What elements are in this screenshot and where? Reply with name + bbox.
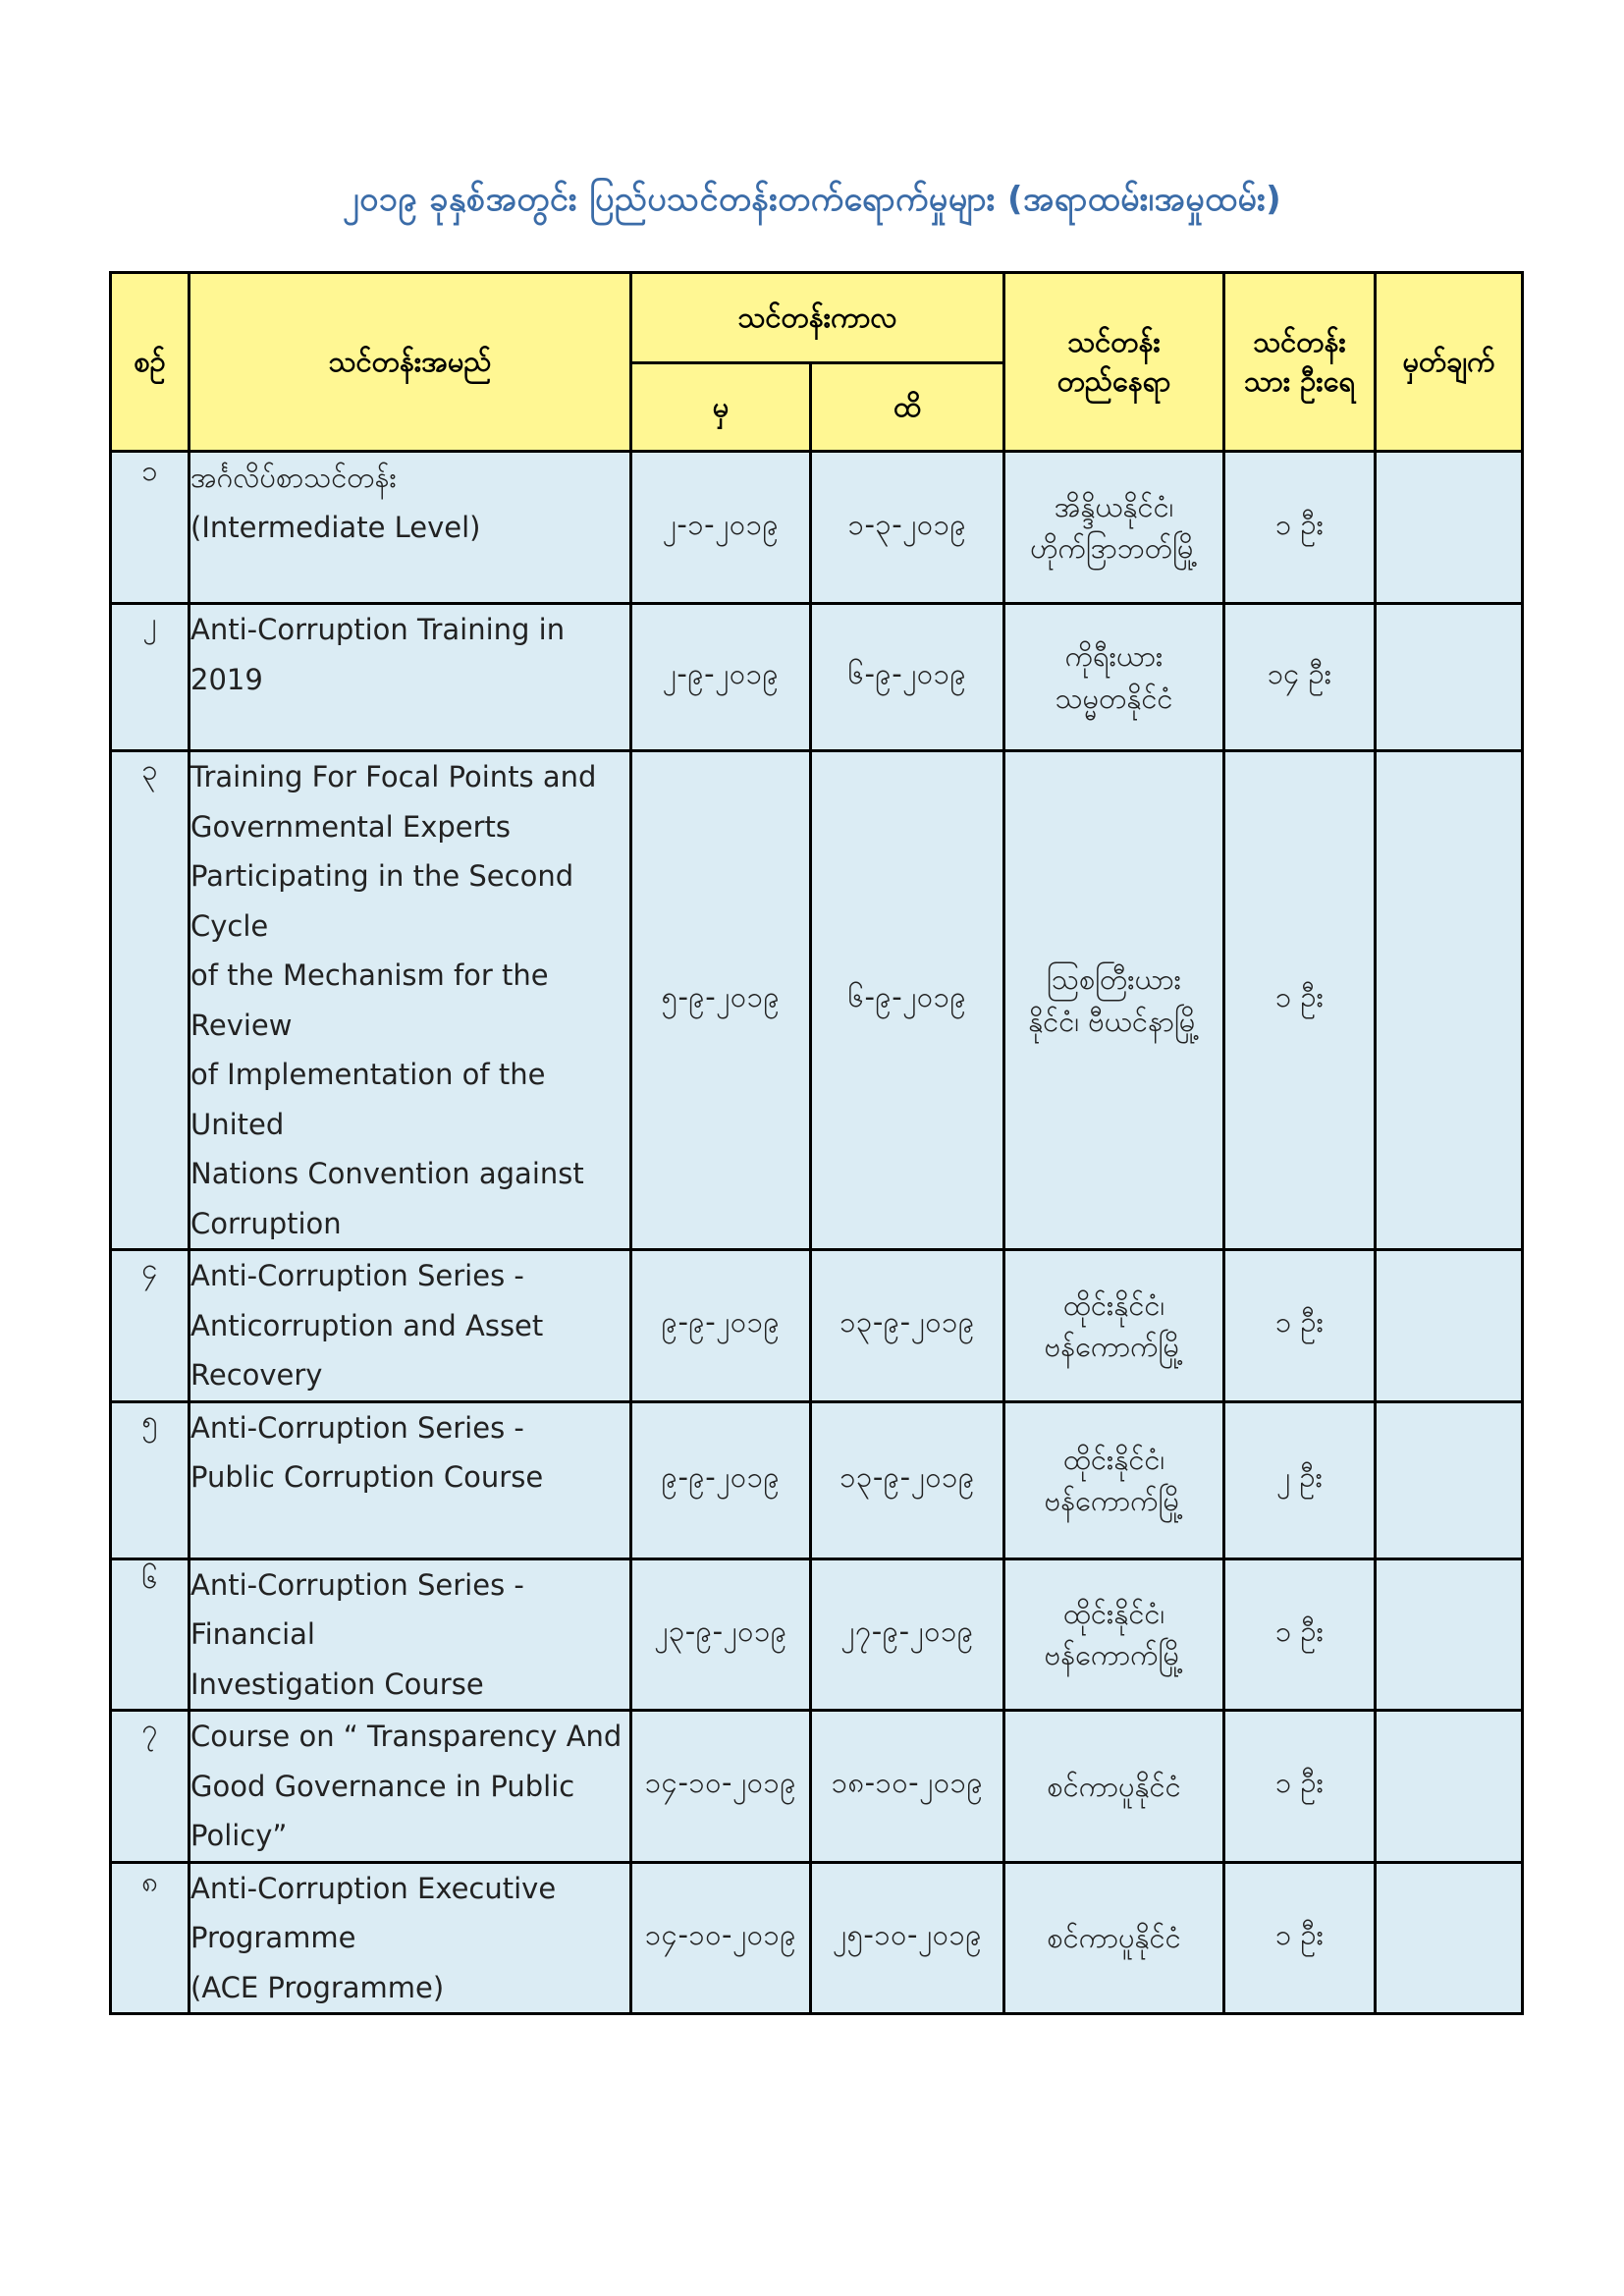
course-name xyxy=(189,1558,631,1711)
course-name-line: Anti-Corruption Series -Financial xyxy=(190,1567,524,1651)
table-row xyxy=(111,1711,1523,1863)
course-name-line: of the Mechanism for the Review xyxy=(190,958,549,1042)
table-body xyxy=(111,452,1523,2014)
venue-line: ထိုင်းနိုင်ငံ၊ xyxy=(1062,1597,1165,1631)
course-name-line: Recovery xyxy=(190,1358,323,1392)
venue-line: စင်ကာပူနိုင်ငံ xyxy=(1047,1769,1181,1803)
course-name-line: Corruption xyxy=(190,1206,342,1240)
table-row xyxy=(111,452,1523,604)
venue xyxy=(1004,1250,1224,1402)
course-name xyxy=(189,1250,631,1402)
venue-line: ဗန်ကောက်မြို့ xyxy=(1044,1329,1184,1363)
row-number: ၂ xyxy=(111,604,189,751)
training-table xyxy=(109,271,1524,2015)
course-name-line: Course on “ Transparency And xyxy=(190,1720,623,1753)
page-title: ၂၀၁၉ ခုနှစ်အတွင်း ပြည်ပသင်တန်းတက်ရောက်မှုများ (အရာထမ်း၊အမှုထမ်း) xyxy=(342,180,1282,219)
venue-line: ထိုင်းနိုင်ငံ၊ xyxy=(1062,1287,1165,1322)
trainee-count: ၂ ဦး xyxy=(1224,1401,1376,1558)
header-no: စဉ် xyxy=(111,273,189,452)
course-name-line: Anticorruption and Asset xyxy=(190,1308,544,1342)
venue xyxy=(1004,1558,1224,1711)
date-from: ၉-၉-၂၀၁၉ xyxy=(631,1250,811,1402)
header-venue: သင်တန်း တည်နေရာ xyxy=(1004,273,1224,452)
trainee-count: ၁ ဦး xyxy=(1224,1711,1376,1863)
date-from: ၂-၁-၂၀၁၉ xyxy=(631,452,811,604)
course-name xyxy=(189,1401,631,1558)
course-name-line: Programme xyxy=(190,1921,356,1954)
date-to: ၂၅-၁၀-၂၀၁၉ xyxy=(811,1862,1004,2014)
row-number: ၁ xyxy=(111,452,189,604)
header-trainees: သင်တန်း သား ဦးရေ xyxy=(1224,273,1376,452)
course-name xyxy=(189,1862,631,2014)
remarks xyxy=(1376,1862,1523,2014)
remarks xyxy=(1376,604,1523,751)
date-to: ၁၃-၉-၂၀၁၉ xyxy=(811,1250,1004,1402)
venue-line: စင်ကာပူနိုင်ငံ xyxy=(1047,1921,1181,1955)
date-to: ၁၃-၉-၂၀၁၉ xyxy=(811,1401,1004,1558)
table-row xyxy=(111,1401,1523,1558)
trainee-count: ၁ ဦး xyxy=(1224,1558,1376,1711)
date-to: ၁၈-၁၀-၂၀၁၉ xyxy=(811,1711,1004,1863)
course-name xyxy=(189,452,631,604)
row-number: ၇ xyxy=(111,1711,189,1863)
date-from: ၅-၉-၂၀၁၉ xyxy=(631,751,811,1250)
date-to: ၆-၉-၂၀၁၉ xyxy=(811,751,1004,1250)
header-course-name: သင်တန်းအမည် xyxy=(189,273,631,452)
venue xyxy=(1004,604,1224,751)
course-name-line: Participating in the Second Cycle xyxy=(190,859,574,943)
course-name-line: Public Corruption Course xyxy=(190,1460,544,1494)
remarks xyxy=(1376,751,1523,1250)
table-row xyxy=(111,1250,1523,1402)
venue-line: သမ္မတနိုင်ငံ xyxy=(1055,681,1173,715)
course-name-line: Investigation Course xyxy=(190,1667,484,1701)
venue-line: အိန္ဒိယနိုင်ငံ၊ xyxy=(1054,489,1174,523)
trainee-count: ၁ ဦး xyxy=(1224,1862,1376,2014)
table-row xyxy=(111,1558,1523,1711)
venue xyxy=(1004,1711,1224,1863)
course-name-line: Good Governance in Public xyxy=(190,1769,575,1803)
header-from: မှ xyxy=(631,363,811,452)
remarks xyxy=(1376,452,1523,604)
course-name-line: Nations Convention against xyxy=(190,1157,584,1190)
date-to: ၂၇-၉-၂၀၁၉ xyxy=(811,1558,1004,1711)
venue-line: ထိုင်းနိုင်ငံ၊ xyxy=(1062,1442,1165,1476)
venue-line: ဗန်ကောက်မြို့ xyxy=(1044,1638,1184,1672)
header-to: ထိ xyxy=(811,363,1004,452)
row-number: ၆ xyxy=(111,1558,189,1711)
header-period: သင်တန်းကာလ xyxy=(631,273,1004,363)
date-to: ၆-၉-၂၀၁၉ xyxy=(811,604,1004,751)
trainee-count: ၁၄ ဦး xyxy=(1224,604,1376,751)
date-from: ၂၃-၉-၂၀၁၉ xyxy=(631,1558,811,1711)
venue-line: နိုင်ငံ၊ ဗီယင်နာမြို့ xyxy=(1028,1004,1200,1038)
row-number: ၄ xyxy=(111,1250,189,1402)
course-name-line: Training For Focal Points and xyxy=(190,760,597,793)
date-from: ၂-၉-၂၀၁၉ xyxy=(631,604,811,751)
date-from: ၉-၉-၂၀၁၉ xyxy=(631,1401,811,1558)
venue xyxy=(1004,1401,1224,1558)
course-name-line: Anti-Corruption Executive xyxy=(190,1871,557,1905)
header-row-1 xyxy=(111,273,1523,363)
course-name-line: Anti-Corruption Series - xyxy=(190,1410,524,1445)
row-number: ၃ xyxy=(111,751,189,1250)
table-row xyxy=(111,604,1523,751)
date-to: ၁-၃-၂၀၁၉ xyxy=(811,452,1004,604)
remarks xyxy=(1376,1711,1523,1863)
course-name-line: (ACE Programme) xyxy=(190,1970,445,2004)
venue-line: ကိုရီးယား xyxy=(1064,639,1164,674)
course-name-line: of Implementation of the United xyxy=(190,1058,546,1141)
course-name-line: Anti-Corruption Series - xyxy=(190,1259,524,1292)
date-from: ၁၄-၁၀-၂၀၁၉ xyxy=(631,1711,811,1863)
remarks xyxy=(1376,1250,1523,1402)
date-from: ၁၄-၁၀-၂၀၁၉ xyxy=(631,1862,811,2014)
course-name-line: (Intermediate Level) xyxy=(190,510,481,544)
venue xyxy=(1004,452,1224,604)
row-number: ၈ xyxy=(111,1862,189,2014)
table-row xyxy=(111,751,1523,1250)
course-name-line: Policy” xyxy=(190,1819,288,1852)
remarks xyxy=(1376,1558,1523,1711)
remarks xyxy=(1376,1401,1523,1558)
header-remarks: မှတ်ချက် xyxy=(1376,273,1523,452)
course-name xyxy=(189,1711,631,1863)
venue-line: ဩစတြီးယား xyxy=(1046,962,1182,997)
venue-line: ဗန်ကောက်မြို့ xyxy=(1044,1484,1184,1517)
table-row xyxy=(111,1862,1523,2014)
course-name-line: Governmental Experts xyxy=(190,809,512,844)
row-number: ၅ xyxy=(111,1401,189,1558)
trainee-count: ၁ ဦး xyxy=(1224,452,1376,604)
venue xyxy=(1004,1862,1224,2014)
course-name-line: အင်္ဂလိပ်စာသင်တန်း xyxy=(190,461,397,494)
venue xyxy=(1004,751,1224,1250)
trainee-count: ၁ ဦး xyxy=(1224,751,1376,1250)
course-name xyxy=(189,604,631,751)
trainee-count: ၁ ဦး xyxy=(1224,1250,1376,1402)
course-name-line: Anti-Corruption Training in 2019 xyxy=(190,613,566,696)
course-name xyxy=(189,751,631,1250)
venue-line: ဟိုက်ဒြာဘတ်မြို့ xyxy=(1030,531,1198,565)
